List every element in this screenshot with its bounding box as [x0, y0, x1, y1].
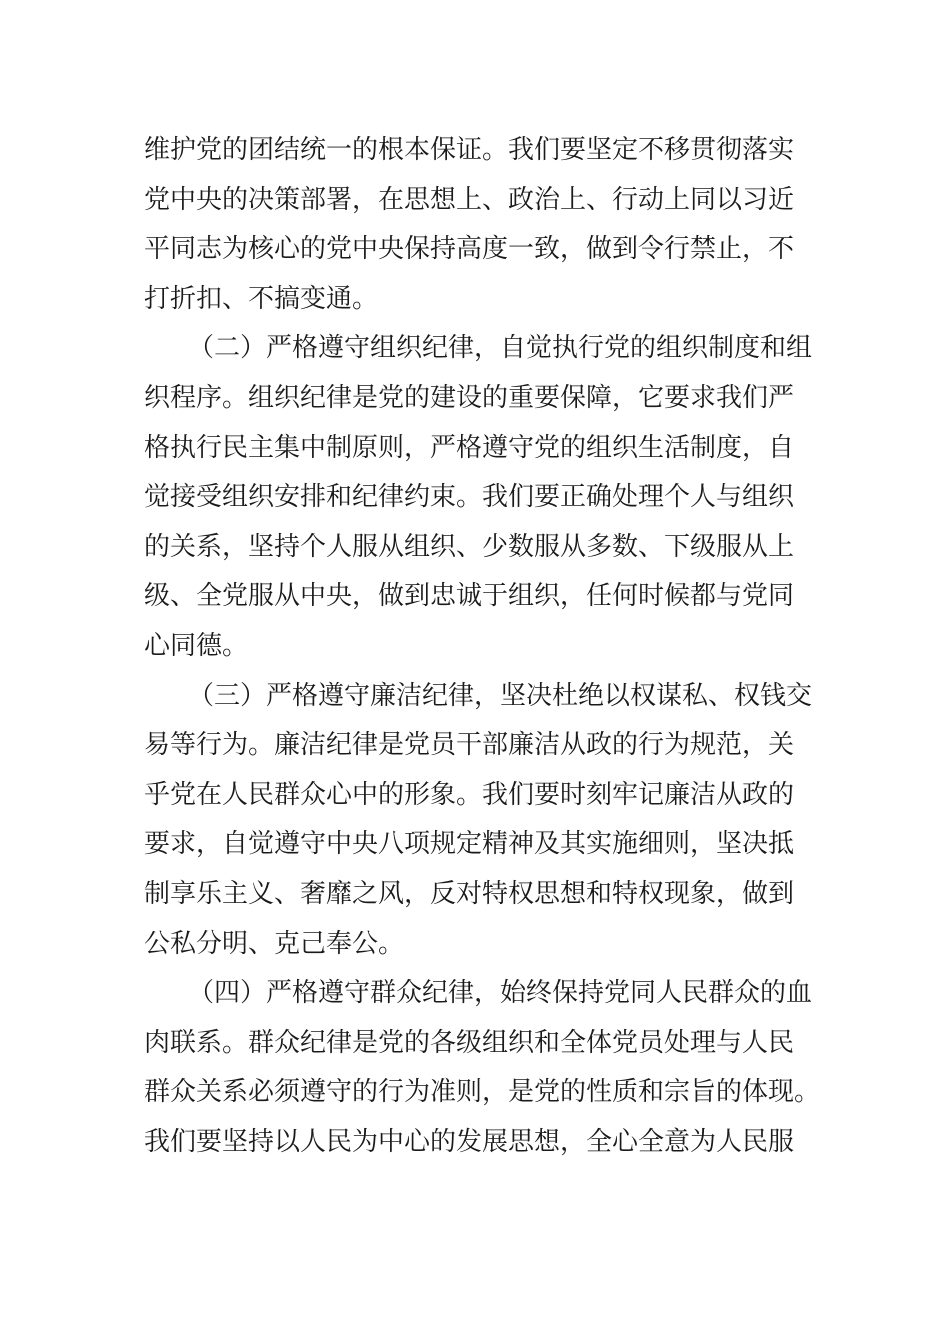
text-line: 织程序。组织纪律是党的建设的重要保障，它要求我们严: [144, 382, 795, 413]
document-body: [144, 126, 821, 1167]
text-line: 平同志为核心的党中央保持高度一致，做到令行禁止，不: [144, 234, 795, 265]
paragraph-heading-line: （四）严格遵守群众纪律，始终保持党同人民群众的血: [188, 978, 813, 1009]
paragraph-heading-line: （二）严格遵守组织纪律，自觉执行党的组织制度和组: [188, 333, 813, 364]
paragraph-heading-line: （三）严格遵守廉洁纪律，坚决杜绝以权谋私、权钱交: [188, 680, 813, 711]
text-line: 党中央的决策部署，在思想上、政治上、行动上同以习近: [144, 184, 795, 215]
text-line: 的关系，坚持个人服从组织、少数服从多数、下级服从上: [144, 531, 795, 562]
text-line: 乎党在人民群众心中的形象。我们要时刻牢记廉洁从政的: [144, 779, 795, 810]
text-line: 群众关系必须遵守的行为准则，是党的性质和宗旨的体现。: [144, 1077, 821, 1108]
text-line: 易等行为。廉洁纪律是党员干部廉洁从政的行为规范，关: [144, 730, 795, 761]
text-line: 要求，自觉遵守中央八项规定精神及其实施细则，坚决抵: [144, 829, 795, 860]
text-line: 公私分明、克己奉公。: [144, 928, 405, 959]
text-line: 打折扣、不搞变通。: [144, 283, 379, 314]
text-line: 制享乐主义、奢靡之风，反对特权思想和特权现象，做到: [144, 878, 795, 909]
text-line: 肉联系。群众纪律是党的各级组织和全体党员处理与人民: [144, 1027, 795, 1058]
text-line: 觉接受组织安排和纪律约束。我们要正确处理个人与组织: [144, 482, 795, 513]
text-line: 级、全党服从中央，做到忠诚于组织，任何时候都与党同: [144, 581, 795, 612]
text-line: 维护党的团结统一的根本保证。我们要坚定不移贯彻落实: [144, 135, 795, 165]
text-line: 我们要坚持以人民为中心的发展思想，全心全意为人民服: [144, 1126, 795, 1157]
text-line: 心同德。: [144, 630, 249, 661]
text-line: 格执行民主集中制原则，严格遵守党的组织生活制度，自: [144, 432, 795, 463]
